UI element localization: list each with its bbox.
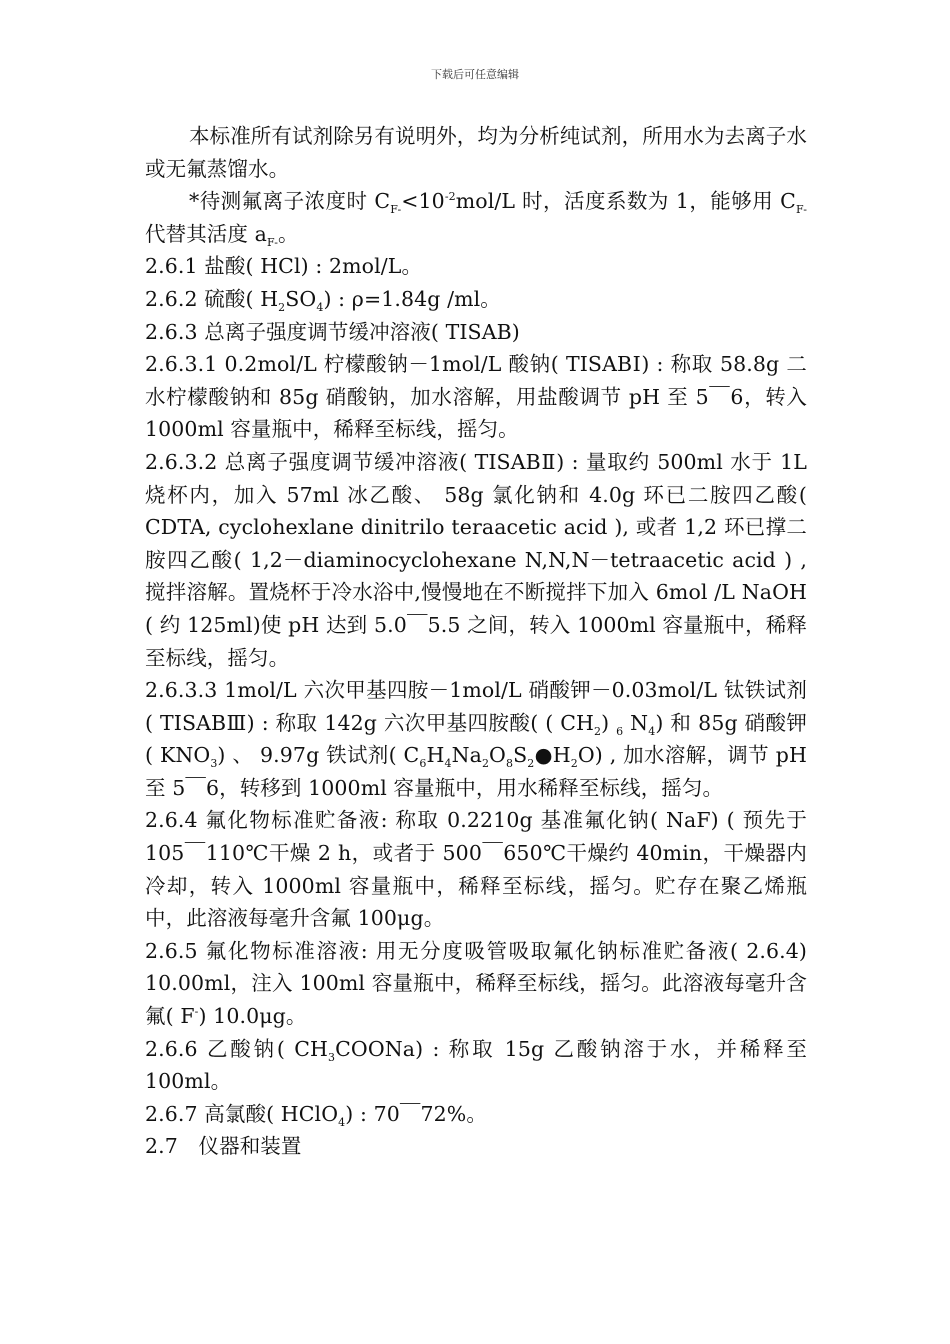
paragraph-2-6-6: 2.6.6 乙酸钠( $CH_3COONa$) : 称取 15g 乙酸钠溶于水，并稀释至 100ml。 bbox=[145, 1036, 807, 1094]
paragraph-2-6-3-2: 2.6.3.2 总离子强度调节缓冲溶液( TISABⅡ) : 量取约 500ml 水于 1L 烧杯内，加入 57ml 冰乙酸、 58g 氯化钠和 4.0g 环已二胺四乙酸( CDTA, cyclohexlane dinitrilo teraacetic acid ), 或者 1,2 环已撑二胺四乙酸( 1,2－diaminocyclohexane N,N,N－tetraacetic acid ) , 搅拌溶解。置烧杯于冷水浴中,慢慢地在不断搅拌下加入 6mol /L NaOH ( 约 125ml)使 pH 达到 5.0￣5.5 之间，转入 1000ml 容量瓶中，稀释至标线，摇匀。 bbox=[145, 449, 807, 670]
document-body bbox=[145, 120, 807, 1163]
paragraph-2-6-4: 2.6.4 氟化物标准贮备液: 称取 0.2210g 基准氟化钠( NaF) ( 预先于 105￣110℃干燥 2 h，或者于 500￣650℃干燥约 40min，干燥器内冷却，转入 1000ml 容量瓶中，稀释至标线，摇匀。贮存在聚乙烯瓶中，此溶液每毫升含氟 100μg。 bbox=[145, 808, 807, 931]
paragraph-reagent-note: 本标准所有试剂除另有说明外，均为分析纯试剂，所用水为去离子水或无氟蒸馏水。 bbox=[145, 124, 807, 181]
paragraph-2-6-2: 2.6.2 硫酸( $H_2SO_4$) : ρ=1.84g /ml。 bbox=[145, 286, 501, 315]
section-heading-2-7: 2.7 仪器和装置 bbox=[145, 1134, 302, 1159]
paragraph-2-6-1: 2.6.1 盐酸( HCl) : 2mol/L。 bbox=[145, 254, 423, 279]
paragraph-2-6-5: 2.6.5 氟化物标准溶液: 用无分度吸管吸取氟化钠标准贮备液( 2.6.4) 10.00ml，注入 100ml 容量瓶中，稀释至标线，摇匀。此溶液每毫升含氟( F-) 10.0μg。 bbox=[145, 938, 807, 1029]
paragraph-activity-note: *待测氟离子浓度时 $C_{F-}<10^{-2}mol/L$ 时，活度系数为 1，能够用 $C_{F-}$代替其活度 $a_{F-}$。 bbox=[145, 189, 808, 249]
paragraph-2-6-7: 2.6.7 高氯酸( HClO$_4$) : 70￣72%。 bbox=[145, 1101, 487, 1129]
page-header: 下载后可任意编辑 bbox=[431, 68, 519, 81]
paragraph-2-6-3-3: 2.6.3.3 1mol/L 六次甲基四胺－1mol/L 硝酸钾－0.03mol/L 钛铁试剂( TISABⅢ) : 称取 142g 六次甲基四胺酸( ( $CH_2$) $_6$ $N_4$) 和 85g 硝酸钾( $KNO_3$) 、 9.97g 铁试剂( $C_6H_4Na_2O_8S_2●H_2O$) , 加水溶解，调节 pH 至 5￣6，转移到 1000ml 容量瓶中，用水稀释至标线，摇匀。 bbox=[145, 678, 808, 800]
paragraph-2-6-3-1: 2.6.3.1 0.2mol/L 柠檬酸钠－1mol/L 酸钠( TISABⅠ) : 称取 58.8g 二水柠檬酸钠和 85g 硝酸钠，加水溶解，用盐酸调节 pH 至 5￣6，转入 1000ml 容量瓶中，稀释至标线，摇匀。 bbox=[145, 352, 807, 442]
paragraph-2-6-3: 2.6.3 总离子强度调节缓冲溶液( TISAB) bbox=[145, 319, 520, 344]
